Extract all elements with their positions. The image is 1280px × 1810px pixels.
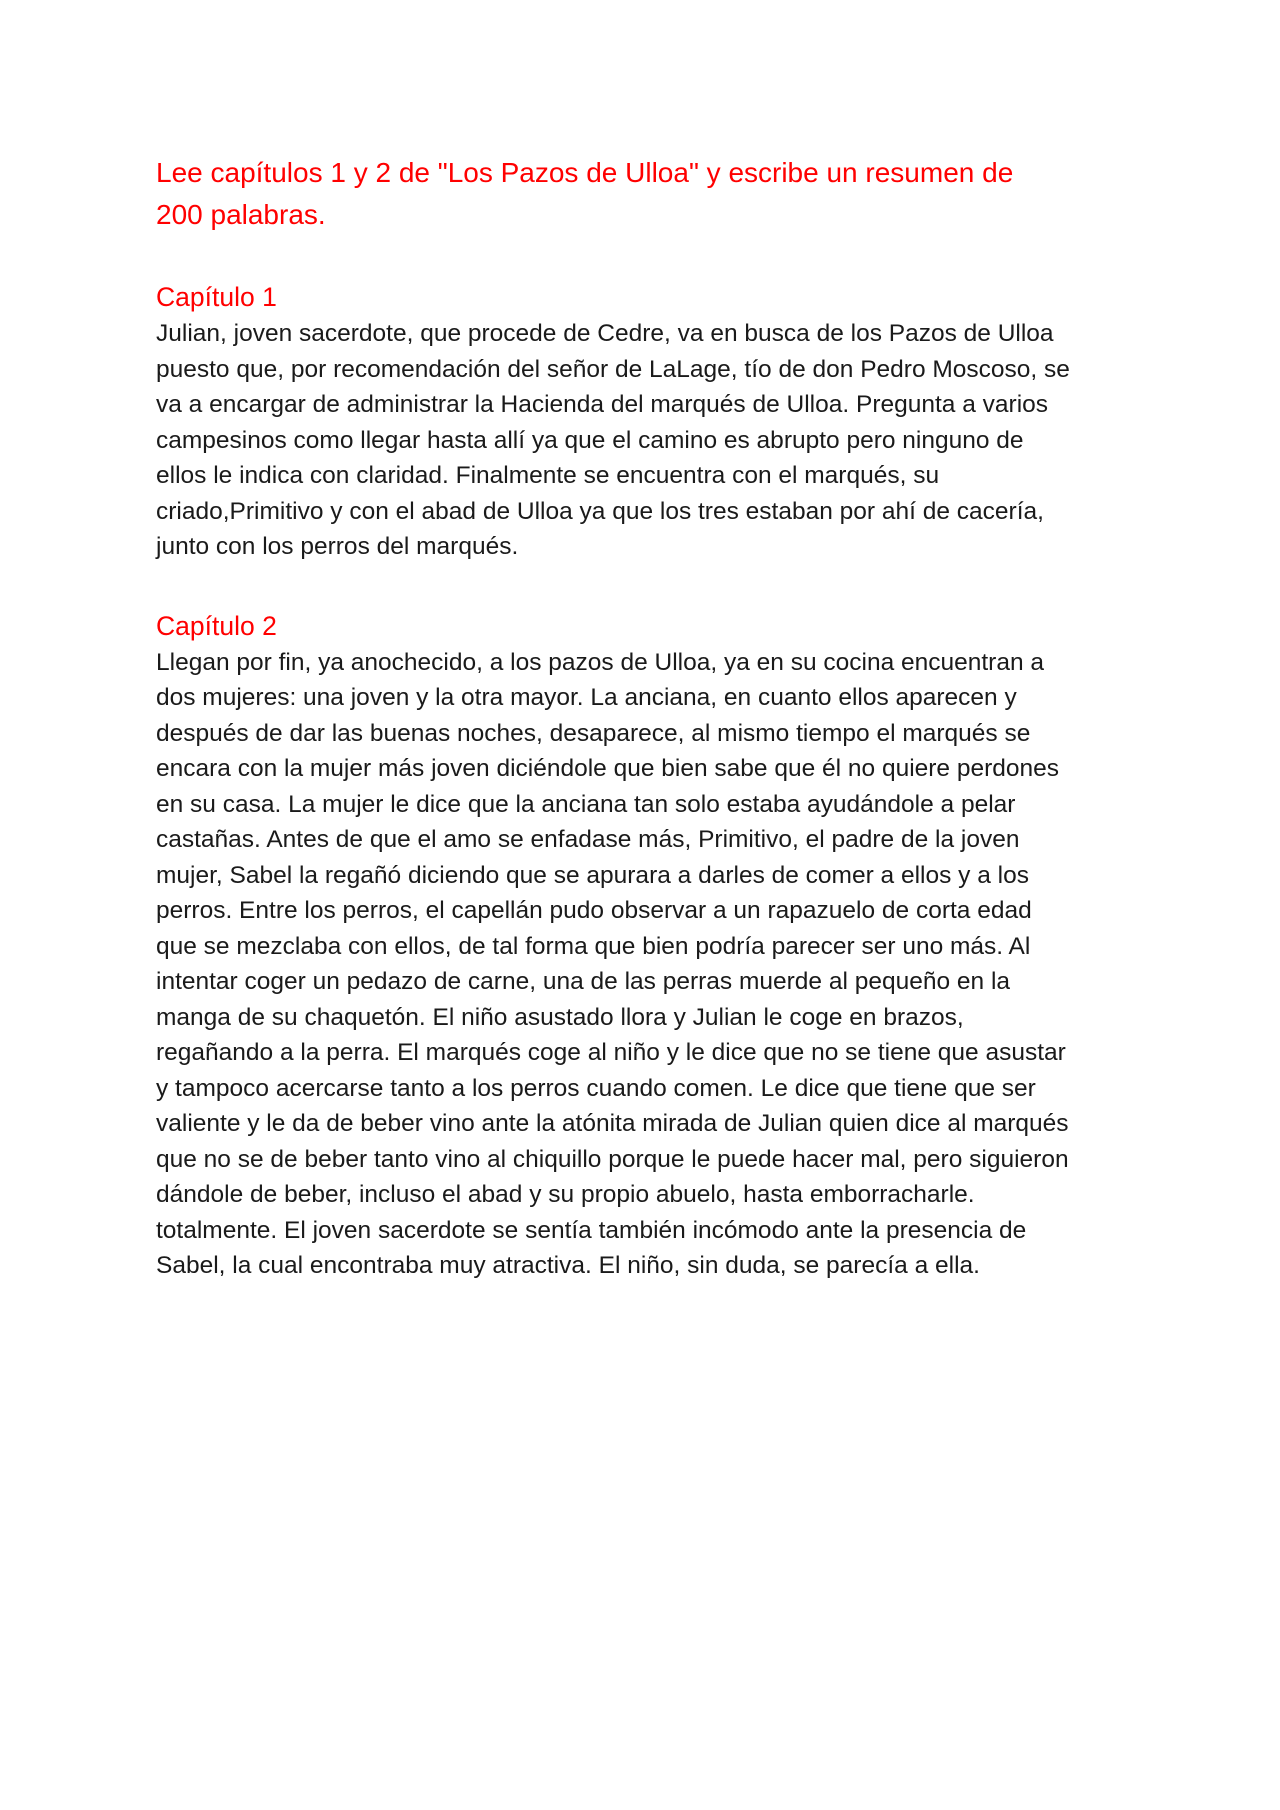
title-line: 200 palabras.: [156, 199, 326, 230]
chapter-1-section: [156, 278, 1136, 565]
text-line: en su casa. La mujer le dice que la anciana tan solo estaba ayudándole a pelar: [156, 790, 1016, 818]
text-line: campesinos como llegar hasta allí ya que el camino es abrupto pero ninguno de: [156, 426, 1024, 454]
text-line: valiente y le da de beber vino ante la atónita mirada de Julian quien dice al marqués: [156, 1110, 1069, 1137]
text-line: después de dar las buenas noches, desaparece, al mismo tiempo el marqués se: [156, 719, 1031, 747]
text-line: totalmente. El joven sacerdote se sentía también incómodo ante la presencia de: [156, 1216, 1027, 1244]
text-line: va a encargar de administrar la Hacienda del marqués de Ulloa. Pregunta a varios: [156, 391, 1049, 418]
text-line: ellos le indica con claridad. Finalmente se encuentra con el marqués, su: [156, 462, 940, 489]
chapter-1-summary: [156, 316, 1136, 565]
assignment-title: [156, 152, 1136, 236]
chapter-2-heading: Capítulo 2: [156, 610, 277, 641]
text-line: puesto que, por recomendación del señor de LaLage, tío de don Pedro Moscoso, se: [156, 355, 1070, 383]
text-line: Llegan por fin, ya anochecido, a los pazos de Ulloa, ya en su cocina encuentran a: [156, 648, 1045, 676]
document-content: [156, 152, 1136, 1284]
text-line: encara con la mujer más joven diciéndole que bien sabe que él no quiere perdones: [156, 755, 1060, 782]
text-line: Julian, joven sacerdote, que procede de Cedre, va en busca de los Pazos de Ulloa: [156, 320, 1054, 347]
text-line: y tampoco acercarse tanto a los perros cuando comen. Le dice que tiene que ser: [156, 1074, 1036, 1102]
text-line: dándole de beber, incluso el abad y su propio abuelo, hasta emborracharle.: [156, 1181, 975, 1208]
chapter-2-summary: [156, 645, 1136, 1284]
text-line: intentar coger un pedazo de carne, una de las perras muerde al pequeño en la: [156, 968, 1011, 995]
text-line: manga de su chaquetón. El niño asustado llora y Julian le coge en brazos,: [156, 1003, 964, 1031]
text-line: regañando a la perra. El marqués coge al niño y le dice que no se tiene que asustar: [156, 1039, 1066, 1066]
text-line: Sabel, la cual encontraba muy atractiva. El niño, sin duda, se parecía a ella.: [156, 1252, 980, 1279]
text-line: castañas. Antes de que el amo se enfadase más, Primitivo, el padre de la joven: [156, 826, 1020, 853]
text-line: perros. Entre los perros, el capellán pudo observar a un rapazuelo de corta edad: [156, 897, 1032, 924]
title-line: Lee capítulos 1 y 2 de "Los Pazos de Ulloa" y escribe un resumen de: [156, 157, 1014, 188]
text-line: mujer, Sabel la regañó diciendo que se apurara a darles de comer a ellos y a los: [156, 861, 1029, 889]
text-line: que se mezclaba con ellos, de tal forma que bien podría parecer ser uno más. Al: [156, 932, 1031, 960]
chapter-2-section: [156, 607, 1136, 1284]
text-line: que no se de beber tanto vino al chiquillo porque le puede hacer mal, pero siguieron: [156, 1145, 1069, 1173]
text-line: dos mujeres: una joven y la otra mayor. La anciana, en cuanto ellos aparecen y: [156, 684, 1017, 711]
text-line: criado,Primitivo y con el abad de Ulloa ya que los tres estaban por ahí de cacería,: [156, 497, 1044, 525]
text-line: junto con los perros del marqués.: [156, 533, 519, 560]
chapter-1-heading: Capítulo 1: [156, 282, 277, 312]
